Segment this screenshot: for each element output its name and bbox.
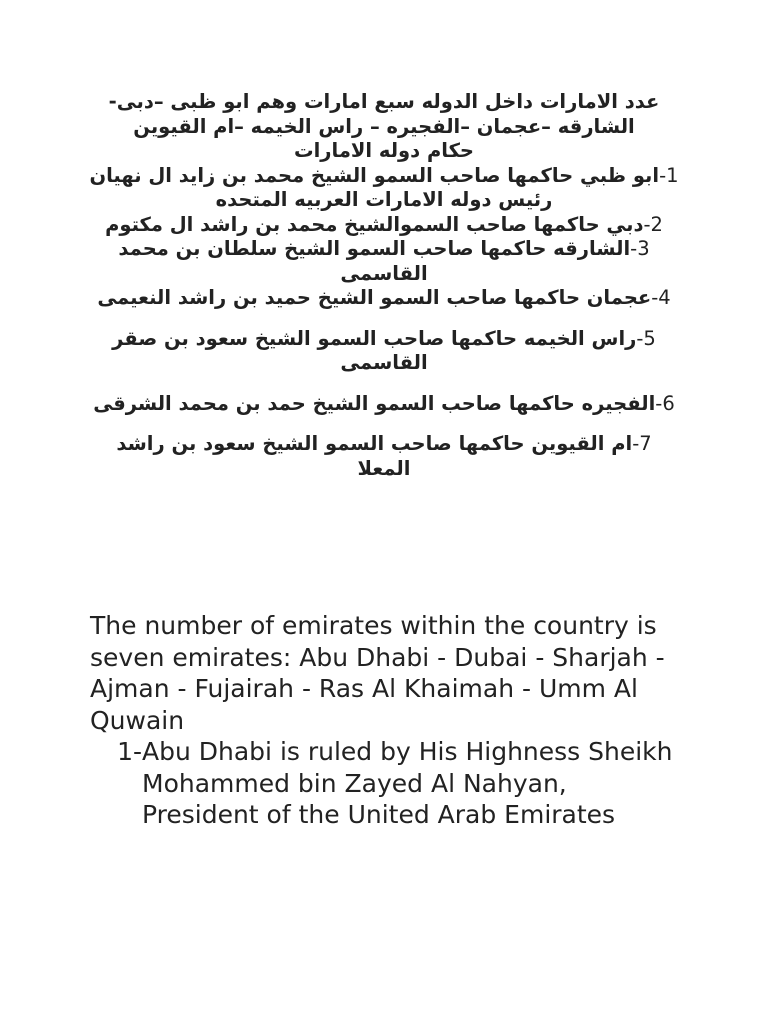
arabic-item-text: عجمان حاكمها صاحب السمو الشيخ حميد بن راشد النعيمى: [97, 286, 652, 309]
arabic-item-number: 3-: [630, 237, 650, 260]
arabic-item-5: [88, 327, 680, 376]
arabic-item-text: الفجيره حاكمها صاحب السمو الشيخ حمد بن محمد الشرقى: [93, 391, 656, 415]
arabic-intro: عدد الامارات داخل الدوله سبع امارات وهم ابو ظبى –دبى-الشارقه –عجمان –الفجيره – راس الخيمه –ام القيوين: [108, 90, 660, 138]
english-intro: The number of emirates within the country is seven emirates: Abu Dhabi - Dubai - Sharjah - Ajman - Fujairah - Ras Al Khaimah - Umm Al Quwain: [90, 611, 665, 735]
arabic-item-text: دبي حاكمها صاحب السموالشيخ محمد بن راشد ال مكتوم: [105, 212, 644, 236]
arabic-heading: حكام دوله الامارات: [294, 139, 474, 162]
arabic-text-block: [88, 90, 680, 481]
english-text-block: [90, 610, 690, 831]
english-item-text: Abu Dhabi is ruled by His Highness Sheikh Mohammed bin Zayed Al Nahyan, President of the United Arab Emirates: [142, 737, 673, 829]
arabic-item-number: 4-: [651, 286, 671, 309]
arabic-item-text: ابو ظبي حاكمها صاحب السمو الشيخ محمد بن زايد ال نهيان رئيس دوله الامارات العربيه المتحده: [89, 163, 660, 211]
arabic-item-6: [88, 392, 680, 417]
arabic-item-2: [88, 213, 680, 238]
english-item-number: 1-: [117, 737, 142, 766]
arabic-item-number: 7-: [632, 432, 652, 455]
arabic-item-text: ام القيوين حاكمها صاحب السمو الشيخ سعود بن راشد المعلا: [116, 432, 633, 480]
arabic-item-number: 5-: [636, 326, 656, 350]
arabic-item-3: [88, 237, 680, 286]
arabic-item-number: 1-: [659, 163, 679, 187]
arabic-item-1: [88, 164, 680, 213]
arabic-item-number: 6-: [655, 391, 675, 415]
arabic-item-7: [88, 432, 680, 481]
arabic-item-4: [88, 286, 680, 311]
arabic-item-number: 2-: [643, 212, 663, 236]
english-item-1: [90, 736, 690, 831]
arabic-item-text: راس الخيمه حاكمها صاحب السمو الشيخ سعود بن صقر القاسمى: [112, 326, 637, 374]
arabic-item-text: الشارقه حاكمها صاحب السمو الشيخ سلطان بن محمد القاسمى: [118, 237, 631, 285]
